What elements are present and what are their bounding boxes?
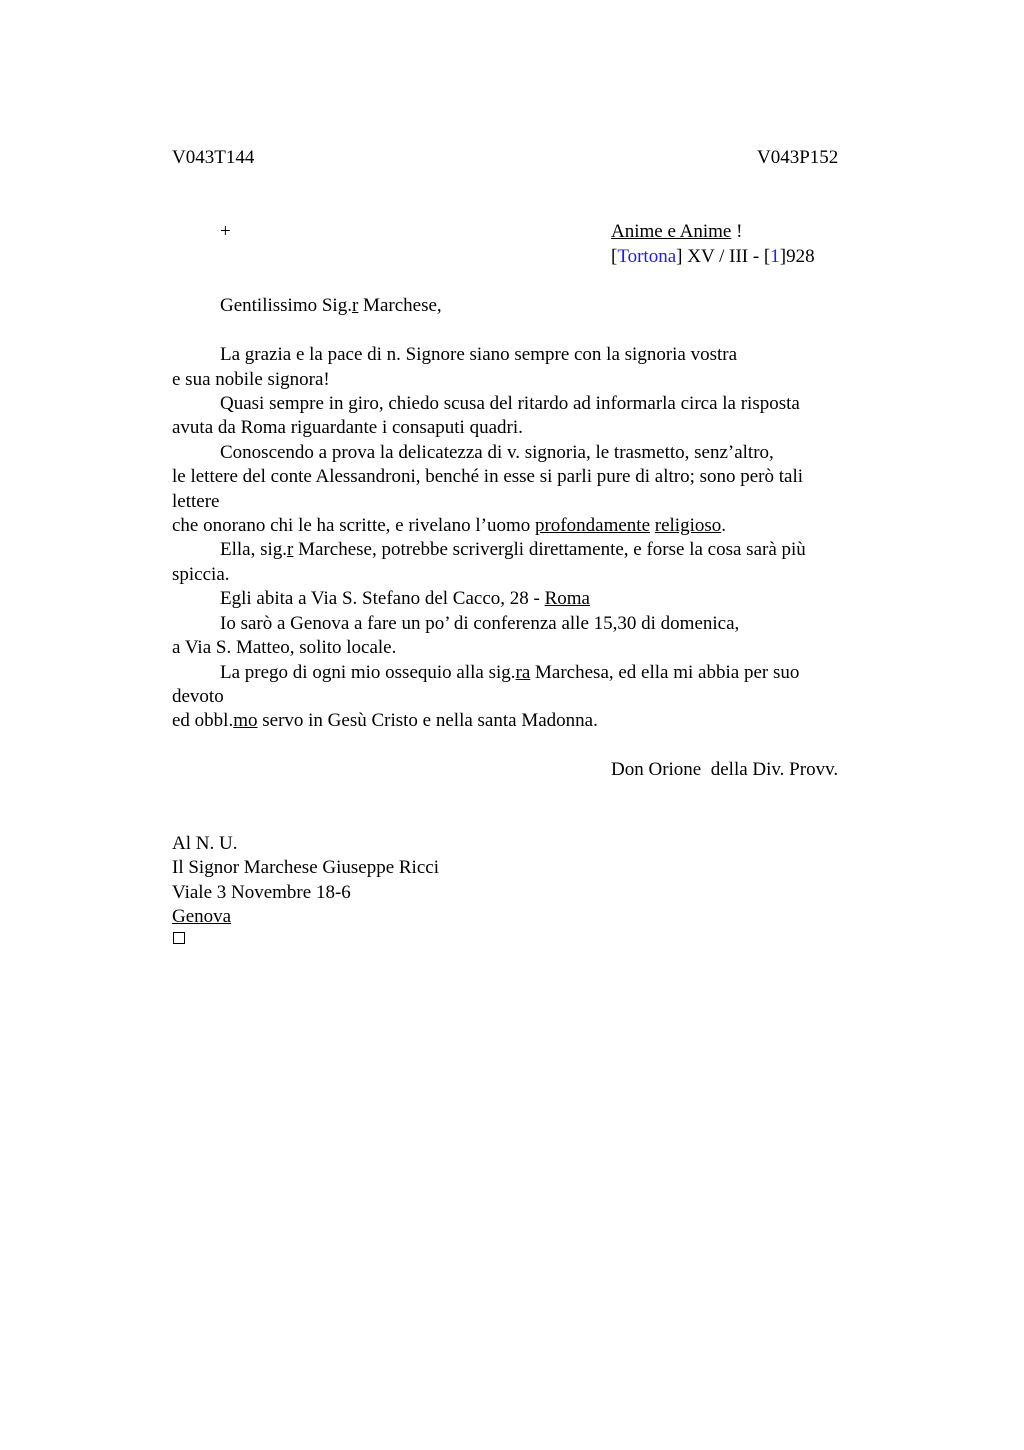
line9-abbrev: r <box>287 539 294 560</box>
body-line-5: Conoscendo a prova la delicatezza di v. signoria, le trasmetto, senz’altro, <box>220 442 774 463</box>
line14-pre: La prego di ogni mio ossequio alla sig. <box>220 662 516 683</box>
body-line-12: Io sarò a Genova a fare un po’ di conferenza alle 15,30 di domenica, <box>220 613 740 634</box>
date-mid: XV / III - [ <box>682 246 771 267</box>
year-digit: 1 <box>770 246 780 267</box>
salutation-pre: Gentilissimo Sig. <box>220 295 352 316</box>
line14-post: Marchesa, ed ella mi abbia per suo <box>530 662 800 683</box>
body-line-7: lettere <box>172 491 220 512</box>
line8-underlined-1: profondamente <box>534 515 650 536</box>
line11-city: Roma <box>544 588 590 609</box>
address-city: Genova <box>172 906 232 927</box>
body-line-3: Quasi sempre in giro, chiedo scusa del ritardo ad informarla circa la risposta <box>220 393 800 414</box>
body-line-8 <box>172 514 726 538</box>
salutation <box>220 294 442 318</box>
document-code-right: V043P152 <box>757 147 839 168</box>
line8-post: . <box>721 515 726 536</box>
bracket-open: [ <box>611 246 618 267</box>
letter-title <box>611 220 742 244</box>
line9-pre: Ella, sig. <box>220 539 288 560</box>
body-line-14 <box>220 661 799 685</box>
address-line-2: Il Signor Marchese Giuseppe Ricci <box>172 857 439 878</box>
cross-symbol: + <box>220 221 231 242</box>
empty-box-icon <box>173 932 185 944</box>
line8-underlined-2: religioso <box>654 515 722 536</box>
body-line-6: le lettere del conte Alessandroni, benché in esse si parli pure di altro; sono però tali <box>172 466 804 487</box>
year-rest: ]928 <box>779 246 815 267</box>
signature: Don Orione della Div. Provv. <box>611 759 839 780</box>
title-suffix: ! <box>731 221 743 242</box>
line9-post: Marchese, potrebbe scrivergli direttamente, e forse la cosa sarà più <box>293 539 806 560</box>
line11-pre: Egli abita a Via S. Stefano del Cacco, 28 - <box>220 588 545 609</box>
title-text: Anime e Anime <box>611 221 732 242</box>
place-date <box>611 245 815 269</box>
document-code-left: V043T144 <box>172 147 255 168</box>
line16-pre: ed obbl. <box>172 710 234 731</box>
body-line-10: spiccia. <box>172 564 230 585</box>
line14-abbrev: ra <box>515 662 531 683</box>
body-line-13: a Via S. Matteo, solito locale. <box>172 637 397 658</box>
body-line-11 <box>220 587 590 611</box>
body-line-15: devoto <box>172 686 224 707</box>
address-line-1: Al N. U. <box>172 833 238 854</box>
place-name: Tortona <box>617 246 677 267</box>
line16-post: servo in Gesù Cristo e nella santa Madonna. <box>257 710 598 731</box>
line16-abbrev: mo <box>233 710 258 731</box>
line8-pre: che onorano chi le ha scritte, e rivelano l’uomo <box>172 515 535 536</box>
body-line-4: avuta da Roma riguardante i consaputi quadri. <box>172 417 523 438</box>
salutation-post: Marchese, <box>358 295 442 316</box>
body-line-16 <box>172 709 598 733</box>
body-line-1: La grazia e la pace di n. Signore siano sempre con la signoria vostra <box>220 344 738 365</box>
bracket-close: ] <box>676 246 683 267</box>
address-line-3: Viale 3 Novembre 18-6 <box>172 882 351 903</box>
body-line-9 <box>220 538 806 562</box>
salutation-abbrev: r <box>351 295 359 316</box>
body-line-2: e sua nobile signora! <box>172 369 330 390</box>
